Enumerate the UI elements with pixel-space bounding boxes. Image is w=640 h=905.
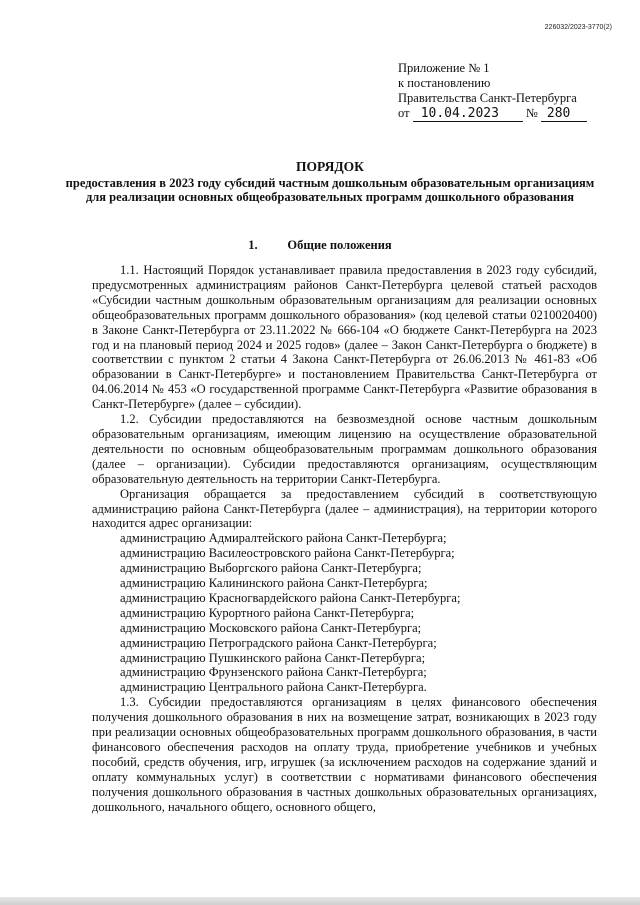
district-item: администрацию Калининского района Санкт-Петербурга; — [120, 576, 428, 591]
section-heading — [0, 238, 640, 253]
district-item: администрацию Курортного района Санкт-Петербурга; — [120, 605, 415, 620]
paragraph-1-1: 1.1. Настоящий Порядок устанавливает правила предоставления в 2023 году субсидий, предусмотренных администрациям районов Санкт-Петербурга целевой статьей расходов «Субсидии частным дошкольным образовательным организациям для реализации основных общеобразовательных программ дошкольного образования» (код целевой статьи 0210020400) в Законе Санкт-Петербурга от 23.11.2022 № 666-104 «О бюджете Санкт-Петербурга на 2023 год и на плановый период 2024 и 2025 годов» (далее – Закон Санкт-Петербурга о бюджете) в соответствии с пунктом 2 статьи 4 Закона Санкт-Петербурга от 26.06.2013 № 461-83 «Об образовании в Санкт-Петербурге» и постановлением Правительства Санкт-Петербурга от 04.06.2014 № 453 «О государственной программе Санкт-Петербурга «Развитие образования в Санкт-Петербурге» (далее – субсидии). — [92, 263, 597, 412]
scan-bottom-edge — [0, 897, 640, 905]
paragraph-1-3: 1.3. Субсидии предоставляются организациям в целях финансового обеспечения получения дошкольного образования в них на возмещение затрат, возникающих в 2023 году при реализации основных общеобразовательных программ дошкольного образования, в части финансового обеспечения расходов на оплату труда, приобретение учебников и учебных пособий, средств обучения, игр, игрушек (за исключением расходов на содержание зданий и оплату коммунальных услуг) в соответствии с нормативами финансового обеспечения получения дошкольного образования в частных дошкольных образовательных организациях, дошкольного, начального общего, основного общего, — [92, 695, 597, 814]
title-subtitle: предоставления в 2023 году субсидий частным дошкольным образовательным организациям для реализации основных общеобразовательных программ дошкольного образования — [65, 175, 595, 205]
from-label: от — [398, 106, 410, 120]
district-item: администрацию Адмиралтейского района Санкт-Петербурга; — [120, 531, 447, 546]
number-label: № — [525, 106, 538, 120]
district-item: администрацию Московского района Санкт-Петербурга; — [120, 620, 422, 635]
appendix-line-2: к постановлению — [398, 76, 491, 90]
resolution-date: 10.04.2023 — [413, 107, 523, 122]
district-item: администрацию Красногвардейского района Санкт-Петербурга; — [120, 590, 461, 605]
district-item: администрацию Василеостровского района Санкт-Петербурга; — [120, 546, 455, 561]
appendix-line-1: Приложение № 1 — [398, 61, 490, 75]
appendix-line-3: Правительства Санкт-Петербурга — [398, 91, 577, 105]
document-registration-number: 226032/2023-3770(2) — [544, 24, 612, 31]
section-title: Общие положения — [287, 238, 392, 252]
paragraph-1-2-continued: Организация обращается за предоставлением субсидий в соответствующую администрацию района Санкт-Петербурга (далее – администрация), на территории которого находится адрес организации: — [92, 486, 597, 531]
section-number: 1. — [248, 238, 258, 252]
district-item: администрацию Фрунзенского района Санкт-Петербурга; — [120, 665, 427, 680]
district-item: администрацию Петроградского района Санкт-Петербурга; — [120, 635, 437, 650]
document-body — [92, 263, 597, 815]
resolution-number: 280 — [541, 107, 587, 122]
district-item: администрацию Выборгского района Санкт-Петербурга; — [120, 561, 422, 576]
document-title — [60, 160, 600, 205]
appendix-date-line — [398, 106, 598, 122]
appendix-block — [398, 61, 598, 122]
paragraph-1-2: 1.2. Субсидии предоставляются на безвозмездной основе частным дошкольным образовательным организациям, имеющим лицензию на осуществление образовательной деятельности по основным общеобразовательным программам дошкольного образования (далее – организации). Субсидии предоставляются организациям, осуществляющим образовательную деятельность на территории Санкт-Петербурга. — [92, 412, 597, 486]
title-main: ПОРЯДОК — [296, 159, 364, 174]
district-item: администрацию Пушкинского района Санкт-Петербурга; — [120, 650, 426, 665]
district-item: администрацию Центрального района Санкт-Петербурга. — [120, 680, 427, 695]
